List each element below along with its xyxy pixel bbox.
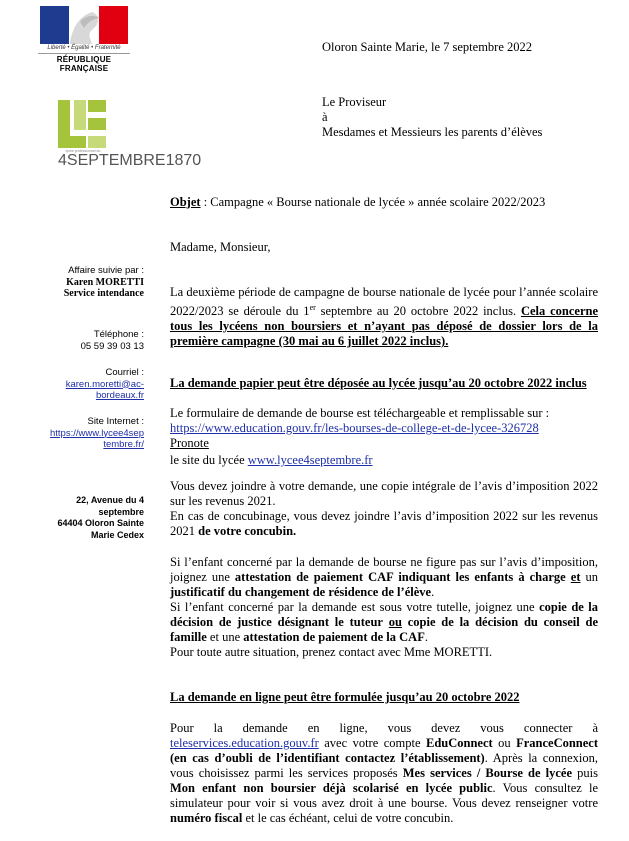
object-text: : Campagne « Bourse nationale de lycée » année scolaire 2022/2023 [200, 195, 546, 209]
tax-paragraph-1: Vous devez joindre à votre demande, une copie intégrale de l’avis d’imposition 2022 sur les revenus 2021. [170, 479, 598, 508]
to-word: à [322, 110, 328, 124]
caf-b1: attestation de paiement CAF indiquant les enfants à charge [234, 570, 566, 584]
recipients: Mesdames et Messieurs les parents d’élèves [322, 125, 543, 139]
sidebar-phone [32, 329, 144, 352]
email-label: Courriel : [105, 367, 144, 378]
teleservices-link[interactable]: teleservices.education.gouv.fr [170, 736, 319, 750]
followed-label: Affaire suivie par : [68, 265, 144, 276]
address-line1: 22, Avenue du 4 [76, 495, 144, 505]
site-line [170, 453, 549, 468]
object-label: Objet [170, 195, 201, 209]
caf-b3: copie de la décision de justice désignant le tuteur [170, 600, 599, 629]
online-b3: Mes services / Bourse de lycée [402, 766, 573, 780]
online-t3: ou [492, 736, 517, 750]
greeting: Madame, Monsieur, [170, 240, 271, 254]
phone-label: Téléphone : [93, 329, 144, 340]
sidebar-email [32, 367, 144, 402]
online-b2: FranceConnect (en cas d’oubli de l’identifiant contactez l’établissement) [170, 736, 599, 765]
caf-u1: et [570, 570, 581, 584]
para1-sup: er [309, 303, 316, 312]
paper-link[interactable]: https://www.education.gouv.fr/les-bourses-de-college-et-de-lycee-326728 [170, 421, 539, 435]
caf-t3: un [580, 570, 599, 584]
pronote-link[interactable]: Pronote [170, 436, 209, 450]
email-link-line1[interactable]: karen.moretti@ac- [65, 378, 144, 390]
online-b1: EduConnect [425, 736, 493, 750]
online-t5: puis [572, 766, 598, 780]
paper-intro: Le formulaire de demande de bourse est téléchargeable et remplissable sur : [170, 406, 550, 420]
para1-text-a: La deuxième période de campagne de bourse nationale de lycée pour l’année scolaire 2022/2023 se déroule du 1 [170, 285, 598, 319]
caf-paragraph-3: Pour toute autre situation, prenez contact avec Mme MORETTI. [170, 645, 493, 659]
para1-text-b: septembre au 20 octobre 2022 inclus. [315, 304, 521, 319]
web-link-line1[interactable]: https://www.lycee4sep [50, 427, 144, 439]
para1-bold: Cela concerne tous les lycéens non boursiers et n’ayant pas déposé de dossier lors de la première campagne (30 mai au 6 juillet 2022 inclus). [170, 304, 598, 349]
online-t1: Pour la demande en ligne, vous devez vous connecter à [170, 721, 598, 735]
online-heading: La demande en ligne peut être formulée jusqu’au 20 octobre 2022 [170, 690, 520, 704]
caf-t4: . [431, 585, 435, 599]
caf-t9: . [424, 630, 428, 644]
web-label: Site Internet : [87, 416, 144, 427]
site-link[interactable]: www.lycee4septembre.fr [247, 453, 373, 467]
online-b5: numéro fiscal [170, 811, 243, 825]
online-t4: . Après la connexion, vous choisissez parmi les services proposés [170, 751, 598, 780]
online-b4: Mon enfant non boursier déjà scolarisé en lycée public [170, 781, 493, 795]
caf-b2: justificatif du changement de résidence de l’élève [170, 585, 432, 599]
caf-t1: Si l’enfant concerné par la demande de bourse ne figure pas sur l’avis d’imposition, joignez une [170, 555, 598, 584]
site-label: le site du lycée [170, 453, 248, 467]
lycee-logo [58, 100, 106, 148]
online-paragraph [170, 721, 598, 826]
email-link-line2[interactable]: bordeaux.fr [95, 390, 144, 401]
paper-heading: La demande papier peut être déposée au lycée jusqu’au 20 octobre 2022 inclus [170, 376, 587, 390]
lycee-logo-caption: lycée professionnel du [65, 149, 101, 153]
paper-block [170, 406, 549, 468]
phone-value: 05 59 39 03 13 [80, 340, 144, 352]
marianne-logo [40, 6, 128, 44]
object-line [170, 195, 545, 210]
online-t6: . Vous consultez le simulateur pour voir si vous avez droit à une bourse. Vous devez renseigner votre [170, 781, 598, 810]
web-link-line2[interactable]: tembre.fr/ [103, 439, 144, 450]
republique-motto: Liberté • Égalité • Fraternité [47, 45, 121, 51]
online-t2: avec votre compte [318, 736, 426, 750]
caf-t8: et une [206, 630, 244, 644]
lycee-logo-date: 4SEPTEMBRE1870 [58, 152, 202, 169]
sidebar-web [32, 416, 144, 451]
place-date: Oloron Sainte Marie, le 7 septembre 2022 [322, 40, 533, 54]
paragraph-campaign [170, 285, 598, 349]
tax-line2-a: En cas de concubinage, vous devez joindre l’avis d’imposition 2022 sur les revenus 2021 [170, 509, 598, 538]
republique-name: RÉPUBLIQUE FRANÇAISE [38, 53, 130, 73]
caf-u2: ou [388, 615, 402, 629]
contact-service: Service intendance [63, 288, 144, 299]
online-t7: et le cas échéant, celui de votre concubin. [242, 811, 454, 825]
caf-paragraph-1 [170, 555, 598, 600]
address-line2: septembre [98, 506, 144, 517]
sidebar-address [32, 495, 144, 541]
caf-t5: Si l’enfant concerné par la demande est sous votre tutelle, joignez une [170, 600, 540, 614]
tax-paragraph-2 [170, 509, 598, 539]
caf-b5: attestation de paiement de la CAF [243, 630, 425, 644]
contact-name: Karen MORETTI [66, 276, 144, 288]
caf-paragraph-2 [170, 600, 598, 645]
sender: Le Proviseur [322, 95, 387, 109]
caf-b4: copie de la décision du conseil de famille [170, 615, 599, 644]
address-line3: 64404 Oloron Sainte [57, 518, 144, 528]
address-line4: Marie Cedex [90, 529, 144, 540]
sidebar-followed [32, 265, 144, 300]
tax-line2-b: de votre concubin. [198, 524, 297, 538]
